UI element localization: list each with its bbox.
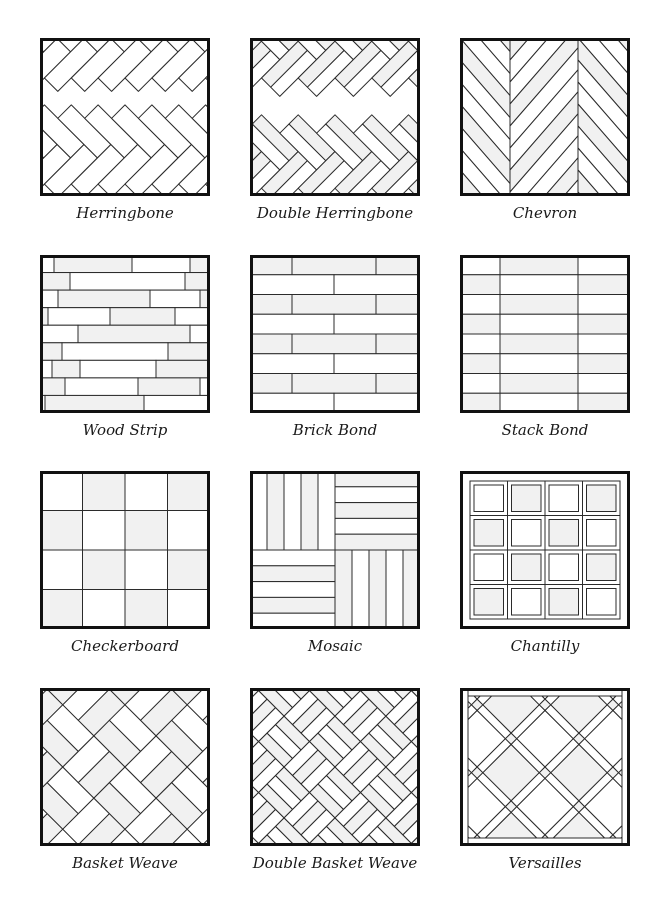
pattern-card-double-basket-weave xyxy=(250,688,420,884)
pattern-label: Basket Weave xyxy=(72,854,178,872)
pattern-card-double-herringbone xyxy=(250,38,420,234)
chevron-tile xyxy=(460,38,630,196)
pattern-card-brick-bond xyxy=(250,255,420,451)
pattern-card-herringbone xyxy=(40,38,210,234)
pattern-label: Chantilly xyxy=(510,637,580,655)
pattern-label: Wood Strip xyxy=(82,421,168,439)
chantilly-tile xyxy=(460,471,630,629)
pattern-card-chevron xyxy=(460,38,630,234)
pattern-label: Versailles xyxy=(508,854,582,872)
pattern-card-wood-strip xyxy=(40,255,210,451)
pattern-card-chantilly xyxy=(460,471,630,667)
pattern-card-mosaic xyxy=(250,471,420,667)
pattern-label: Stack Bond xyxy=(501,421,589,439)
double-basket-weave-tile xyxy=(250,688,420,846)
stack-bond-tile xyxy=(460,255,630,413)
double-herringbone-tile xyxy=(250,38,420,196)
pattern-card-checkerboard xyxy=(40,471,210,667)
basket-weave-tile xyxy=(40,688,210,846)
pattern-card-versailles xyxy=(460,688,630,884)
pattern-label: Herringbone xyxy=(76,204,174,222)
pattern-label: Double Herringbone xyxy=(256,204,414,222)
wood-strip-tile xyxy=(40,255,210,413)
pattern-label: Chevron xyxy=(512,204,578,222)
pattern-card-stack-bond xyxy=(460,255,630,451)
pattern-label: Checkerboard xyxy=(71,637,179,655)
pattern-label: Brick Bond xyxy=(292,421,378,439)
pattern-label: Double Basket Weave xyxy=(252,854,418,872)
pattern-card-basket-weave xyxy=(40,688,210,884)
pattern-label: Mosaic xyxy=(307,637,363,655)
mosaic-tile xyxy=(250,471,420,629)
herringbone-tile xyxy=(40,38,210,196)
versailles-tile xyxy=(460,688,630,846)
checkerboard-tile xyxy=(40,471,210,629)
brick-bond-tile xyxy=(250,255,420,413)
